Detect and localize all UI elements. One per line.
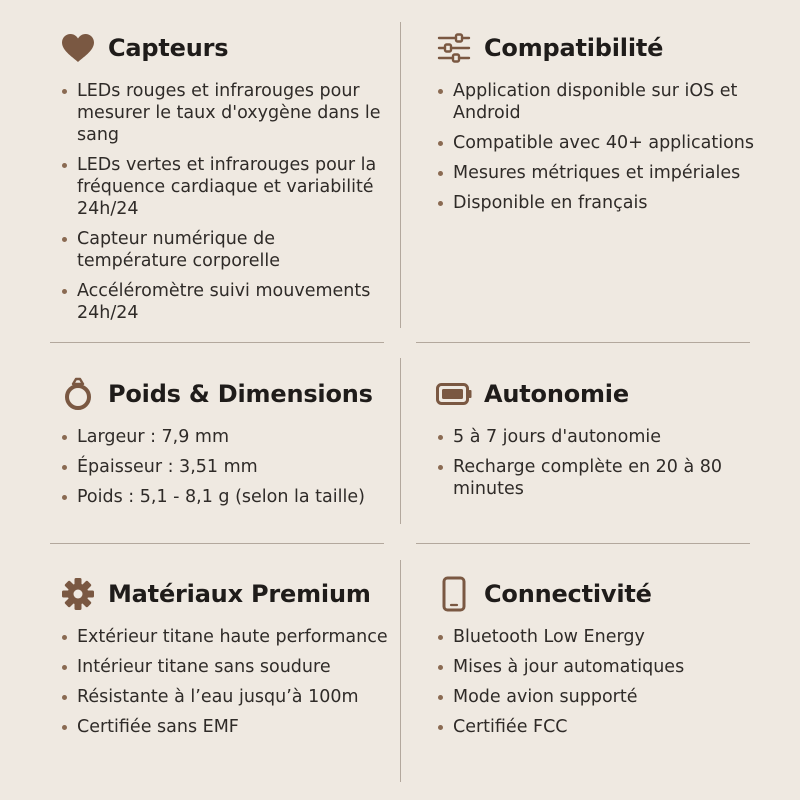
- horizontal-divider-left-1: [50, 342, 384, 343]
- list-item: Épaisseur : 3,51 mm: [60, 456, 390, 478]
- battery-icon: [436, 376, 472, 412]
- list-item: Recharge complète en 20 à 80 minutes: [436, 456, 776, 500]
- section-compatibilite: [436, 28, 776, 222]
- section-title: Matériaux Premium: [108, 580, 371, 608]
- list-item: LEDs rouges et infrarouges pour mesurer le taux d'oxygène dans le sang: [60, 80, 390, 146]
- list-item: Disponible en français: [436, 192, 776, 214]
- list-item: Bluetooth Low Energy: [436, 626, 776, 648]
- list-item: Mises à jour automatiques: [436, 656, 776, 678]
- feature-list: [60, 626, 390, 738]
- list-item: Application disponible sur iOS et Android: [436, 80, 776, 124]
- list-item: Poids : 5,1 - 8,1 g (selon la taille): [60, 486, 390, 508]
- list-item: Compatible avec 40+ applications: [436, 132, 776, 154]
- section-connectivite: [436, 574, 776, 746]
- list-item: LEDs vertes et infrarouges pour la fréquence cardiaque et variabilité 24h/24: [60, 154, 390, 220]
- section-header: [436, 574, 776, 614]
- list-item: Mesures métriques et impériales: [436, 162, 776, 184]
- list-item: Extérieur titane haute performance: [60, 626, 390, 648]
- section-header: [60, 574, 390, 614]
- section-header: [436, 28, 776, 68]
- section-title: Compatibilité: [484, 34, 664, 62]
- gear-icon: [60, 576, 96, 612]
- section-capteurs: [60, 28, 390, 332]
- list-item: Intérieur titane sans soudure: [60, 656, 390, 678]
- list-item: Largeur : 7,9 mm: [60, 426, 390, 448]
- vertical-divider-top: [400, 22, 401, 328]
- list-item: Certifiée sans EMF: [60, 716, 390, 738]
- list-item: Résistante à l’eau jusqu’à 100m: [60, 686, 390, 708]
- sliders-icon: [436, 30, 472, 66]
- feature-list: [60, 426, 390, 508]
- list-item: Accéléromètre suivi mouvements 24h/24: [60, 280, 390, 324]
- section-header: [60, 28, 390, 68]
- vertical-divider-bottom: [400, 560, 401, 782]
- list-item: 5 à 7 jours d'autonomie: [436, 426, 776, 448]
- feature-list: [60, 80, 390, 324]
- list-item: Mode avion supporté: [436, 686, 776, 708]
- section-title: Autonomie: [484, 380, 629, 408]
- ring-icon: [60, 376, 96, 412]
- list-item: Certifiée FCC: [436, 716, 776, 738]
- horizontal-divider-right-2: [416, 543, 750, 544]
- horizontal-divider-left-2: [50, 543, 384, 544]
- vertical-divider-middle: [400, 358, 401, 524]
- section-title: Capteurs: [108, 34, 229, 62]
- feature-list: [436, 426, 776, 500]
- heart-icon: [60, 30, 96, 66]
- list-item: Capteur numérique de température corporelle: [60, 228, 390, 272]
- phone-icon: [436, 576, 472, 612]
- feature-list: [436, 80, 776, 214]
- feature-list: [436, 626, 776, 738]
- section-title: Connectivité: [484, 580, 652, 608]
- section-header: [60, 374, 390, 414]
- section-header: [436, 374, 776, 414]
- section-autonomie: [436, 374, 776, 508]
- section-materiaux-premium: [60, 574, 390, 746]
- section-title: Poids & Dimensions: [108, 380, 373, 408]
- horizontal-divider-right-1: [416, 342, 750, 343]
- section-poids-dimensions: [60, 374, 390, 516]
